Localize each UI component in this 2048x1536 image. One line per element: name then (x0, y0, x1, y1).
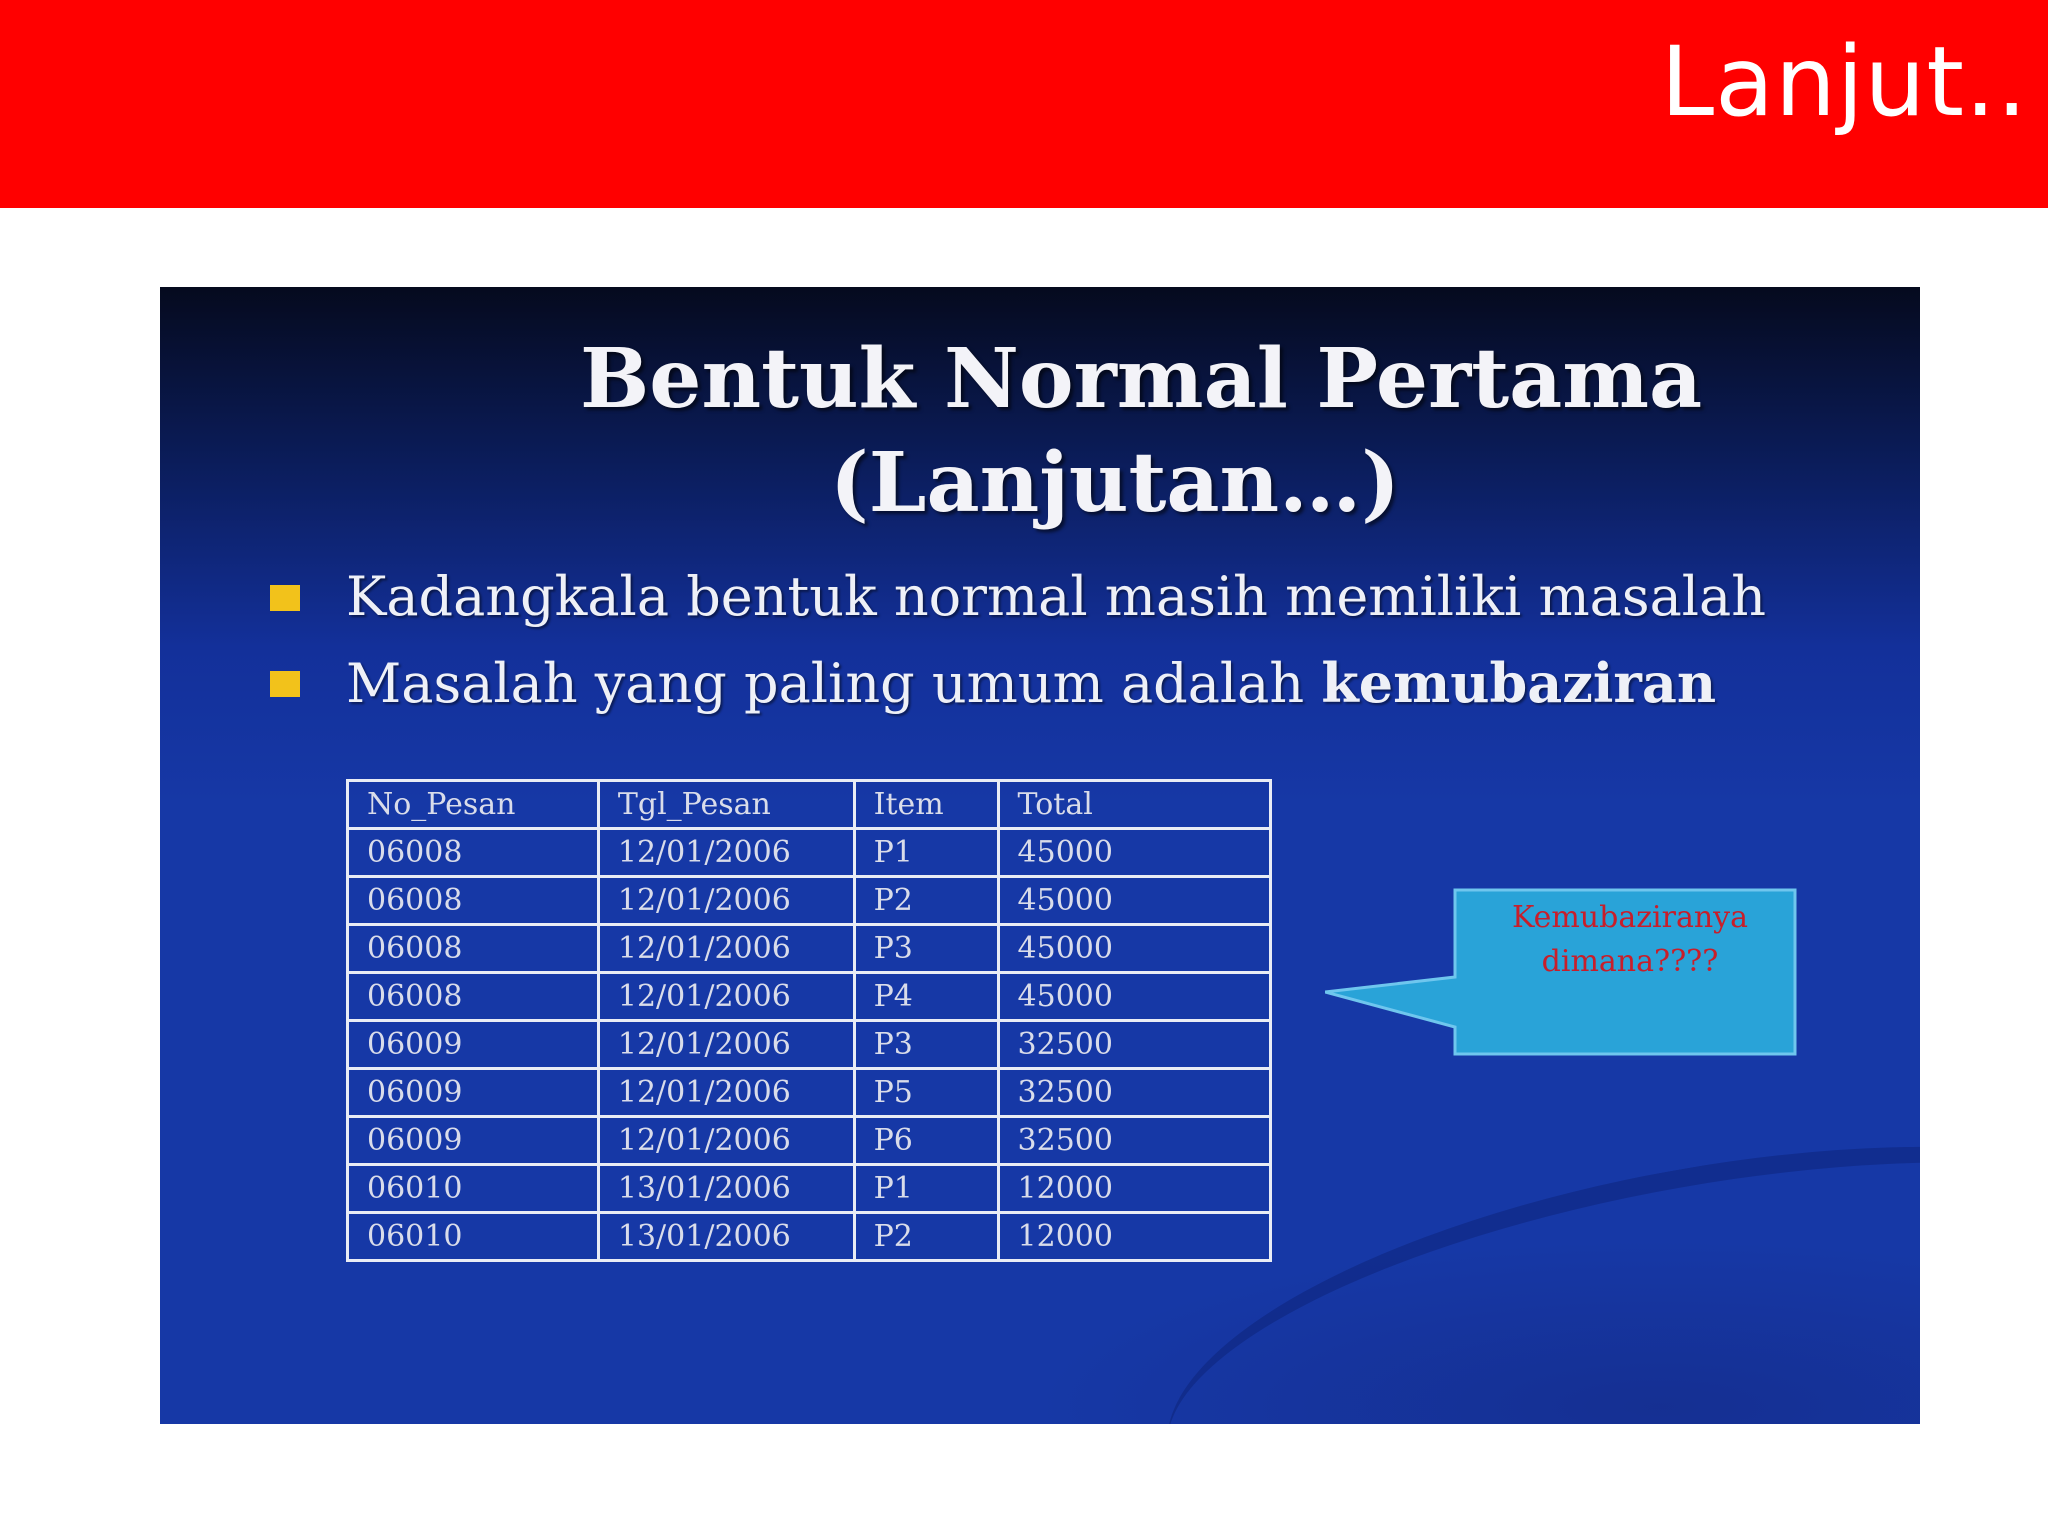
column-header-total: Total (998, 781, 1270, 829)
cell-no-pesan: 06010 (348, 1165, 599, 1213)
cell-total: 32500 (998, 1069, 1270, 1117)
square-bullet-icon (270, 585, 300, 611)
callout-text (1467, 896, 1793, 984)
cell-no-pesan: 06009 (348, 1117, 599, 1165)
cell-no-pesan: 06008 (348, 829, 599, 877)
banner-title: Lanjut.. (1660, 26, 2028, 138)
cell-item: P2 (854, 1213, 998, 1261)
callout-box (1325, 882, 1805, 1062)
column-header-no-pesan: No_Pesan (348, 781, 599, 829)
top-banner (0, 0, 2048, 208)
cell-item: P2 (854, 877, 998, 925)
cell-item: P1 (854, 1165, 998, 1213)
slide-title (460, 327, 1920, 535)
cell-no-pesan: 06008 (348, 877, 599, 925)
bullet-item (270, 557, 1910, 643)
square-bullet-icon (270, 671, 300, 697)
cell-tgl-pesan: 12/01/2006 (598, 829, 854, 877)
table-row (348, 877, 1271, 925)
cell-no-pesan: 06008 (348, 925, 599, 973)
cell-total: 45000 (998, 925, 1270, 973)
table-row (348, 1069, 1271, 1117)
slide-title-line-2: (Lanjutan…) (830, 435, 1400, 531)
bullet-text: Kadangkala bentuk normal masih memiliki masalah (346, 565, 1767, 628)
cell-total: 32500 (998, 1117, 1270, 1165)
cell-no-pesan: 06010 (348, 1213, 599, 1261)
cell-no-pesan: 06008 (348, 973, 599, 1021)
cell-tgl-pesan: 12/01/2006 (598, 925, 854, 973)
cell-item: P3 (854, 1021, 998, 1069)
cell-total: 32500 (998, 1021, 1270, 1069)
cell-tgl-pesan: 13/01/2006 (598, 1213, 854, 1261)
cell-total: 12000 (998, 1165, 1270, 1213)
cell-item: P6 (854, 1117, 998, 1165)
cell-item: P1 (854, 829, 998, 877)
cell-no-pesan: 06009 (348, 1021, 599, 1069)
cell-total: 45000 (998, 973, 1270, 1021)
column-header-tgl-pesan: Tgl_Pesan (598, 781, 854, 829)
table-row (348, 1021, 1271, 1069)
callout-text-line-2: dimana???? (1541, 944, 1719, 979)
callout-text-line-1: Kemubaziranya (1511, 900, 1748, 935)
orders-table (346, 779, 1272, 1262)
cell-total: 45000 (998, 829, 1270, 877)
cell-item: P3 (854, 925, 998, 973)
cell-tgl-pesan: 12/01/2006 (598, 1021, 854, 1069)
table-row (348, 1117, 1271, 1165)
table-row (348, 973, 1271, 1021)
table-header-row (348, 781, 1271, 829)
table-row (348, 829, 1271, 877)
cell-tgl-pesan: 13/01/2006 (598, 1165, 854, 1213)
slide-title-line-1: Bentuk Normal Pertama (580, 331, 1703, 427)
bullet-bold-word: kemubaziran (1321, 651, 1717, 715)
cell-tgl-pesan: 12/01/2006 (598, 973, 854, 1021)
cell-item: P5 (854, 1069, 998, 1117)
cell-tgl-pesan: 12/01/2006 (598, 877, 854, 925)
bullet-text: Masalah yang paling umum adalah (346, 652, 1322, 715)
bullet-item (270, 643, 1910, 729)
cell-item: P4 (854, 973, 998, 1021)
slide-image (160, 287, 1920, 1424)
table-row (348, 1165, 1271, 1213)
cell-no-pesan: 06009 (348, 1069, 599, 1117)
cell-tgl-pesan: 12/01/2006 (598, 1117, 854, 1165)
cell-total: 12000 (998, 1213, 1270, 1261)
bullet-list (270, 557, 1910, 729)
column-header-item: Item (854, 781, 998, 829)
cell-total: 45000 (998, 877, 1270, 925)
table-row (348, 1213, 1271, 1261)
table-row (348, 925, 1271, 973)
cell-tgl-pesan: 12/01/2006 (598, 1069, 854, 1117)
